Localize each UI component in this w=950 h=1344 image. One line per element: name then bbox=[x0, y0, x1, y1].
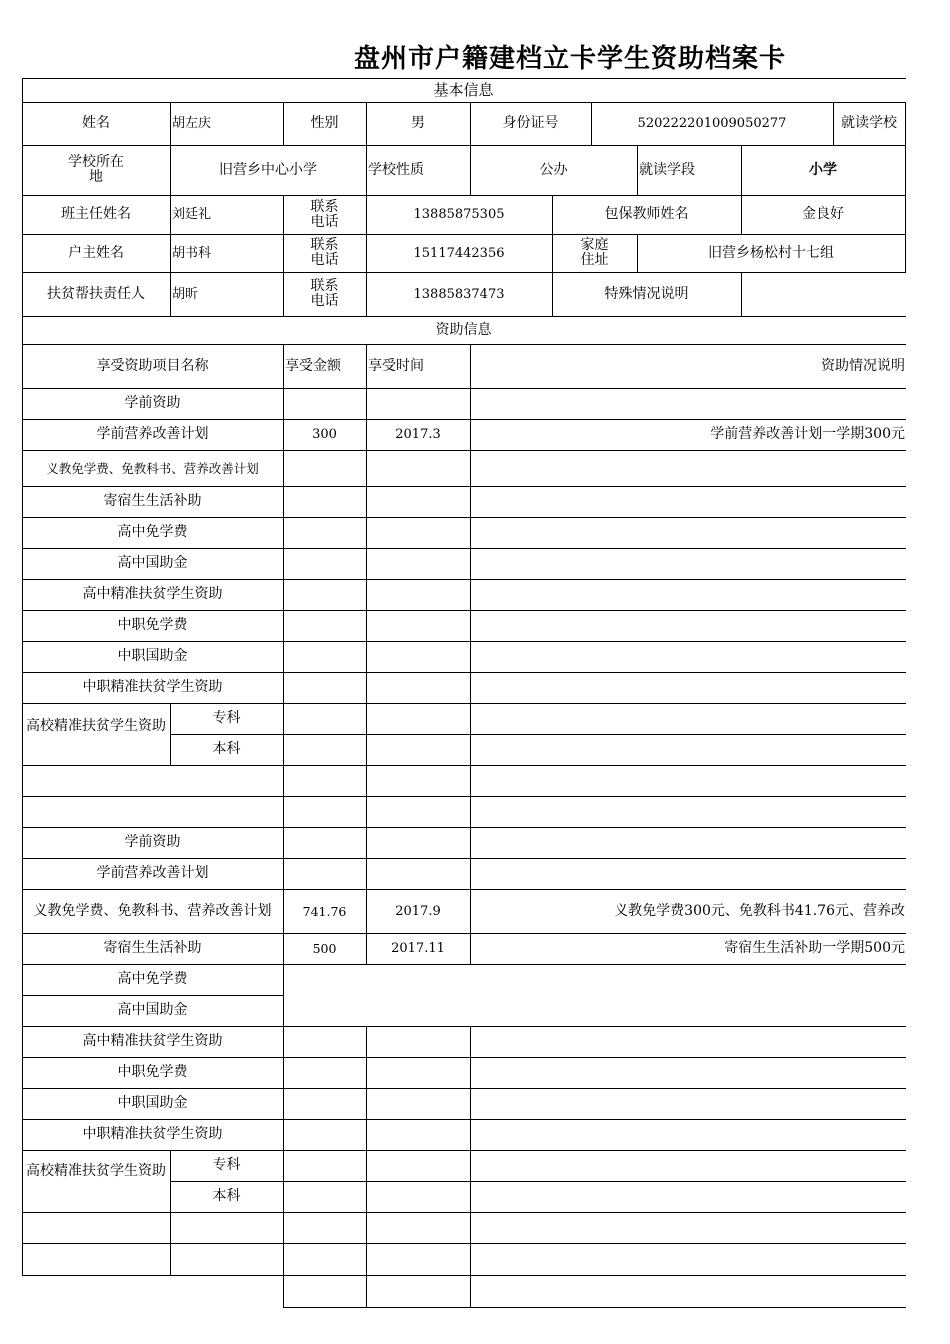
grid-line bbox=[22, 796, 906, 797]
id-label: 身份证号 bbox=[502, 115, 559, 131]
grid-line bbox=[366, 703, 367, 766]
aid-item-time bbox=[366, 672, 470, 703]
grid-line bbox=[366, 1150, 367, 1308]
id-value: 520222201009050277 bbox=[637, 116, 787, 131]
stage-value: 小学 bbox=[809, 161, 837, 178]
aid-item-amount bbox=[283, 995, 366, 1026]
aid-item-amount bbox=[283, 579, 366, 610]
aid-item-name: 义教免学费、免教科书、营养改善计划 bbox=[46, 460, 259, 476]
grid-line bbox=[283, 1150, 284, 1308]
aid-item-time: 2017.3 bbox=[395, 427, 441, 442]
aid-item-name: 中职国助金 bbox=[117, 648, 188, 664]
aid-item-name: 学前营养改善计划 bbox=[96, 426, 209, 442]
aid-item-desc bbox=[470, 486, 909, 517]
helper-value: 胡昕 bbox=[172, 286, 199, 302]
gender-label: 性别 bbox=[310, 115, 339, 131]
aid-item-name: 高中国助金 bbox=[117, 555, 188, 571]
aid-item-amount bbox=[283, 964, 366, 995]
grid-line bbox=[22, 1243, 906, 1244]
aid-item-desc bbox=[470, 964, 909, 995]
aid-item-time bbox=[366, 1119, 470, 1150]
aid-item-amount: 500 bbox=[312, 941, 337, 956]
aid-item-time bbox=[366, 548, 470, 579]
aid-item-amount bbox=[283, 672, 366, 703]
col-time-header: 享受时间 bbox=[368, 357, 424, 374]
aid-item-time bbox=[366, 964, 470, 995]
aid-item-time bbox=[366, 1057, 470, 1088]
higher-ed-label: 高校精准扶贫学生资助 bbox=[26, 718, 166, 734]
guarantor-value: 金良好 bbox=[802, 206, 844, 222]
col-desc-header: 资助情况说明 bbox=[821, 357, 905, 374]
aid-item-desc bbox=[470, 548, 909, 579]
name-value: 胡左庆 bbox=[172, 116, 212, 131]
aid-item-name: 中职精准扶贫学生资助 bbox=[82, 1126, 223, 1142]
aid-item-amount: 300 bbox=[312, 427, 337, 442]
school-type-value: 公办 bbox=[539, 161, 568, 178]
aid-item-amount bbox=[283, 450, 366, 486]
grid-line bbox=[905, 102, 906, 273]
aid-item-name: 中职国助金 bbox=[117, 1095, 188, 1111]
teacher-value: 刘廷礼 bbox=[172, 207, 212, 222]
benke-label: 本科 bbox=[212, 741, 241, 757]
aid-item-time bbox=[366, 995, 470, 1026]
aid-item-amount bbox=[283, 641, 366, 672]
aid-item-amount bbox=[283, 486, 366, 517]
aid-item-name: 中职免学费 bbox=[117, 1064, 188, 1080]
zhuanke-label: 专科 bbox=[212, 1157, 241, 1173]
aid-item-name: 寄宿生生活补助 bbox=[103, 493, 202, 509]
aid-item-amount bbox=[283, 1057, 366, 1088]
grid-line bbox=[22, 1275, 906, 1276]
contact-label: 联系电话 bbox=[310, 237, 339, 268]
address-value: 旧营乡杨松村十七组 bbox=[708, 244, 834, 261]
aid-item-amount bbox=[283, 1088, 366, 1119]
benke-label: 本科 bbox=[212, 1188, 241, 1204]
aid-item-name: 高中精准扶贫学生资助 bbox=[82, 586, 223, 602]
zhuanke-label: 专科 bbox=[212, 710, 241, 726]
grid-line bbox=[22, 1212, 906, 1213]
aid-item-desc bbox=[470, 1119, 909, 1150]
contact-label: 联系电话 bbox=[310, 278, 339, 309]
aid-item-name: 学前营养改善计划 bbox=[96, 865, 209, 881]
aid-item-time bbox=[366, 827, 470, 858]
aid-item-time bbox=[366, 610, 470, 641]
grid-line bbox=[470, 1150, 471, 1308]
stage-label: 就读学段 bbox=[639, 161, 695, 178]
grid-line bbox=[283, 765, 284, 828]
col-name-header: 享受资助项目名称 bbox=[96, 357, 209, 374]
grid-line bbox=[470, 703, 471, 766]
grid-line bbox=[22, 765, 906, 766]
aid-item-name: 中职精准扶贫学生资助 bbox=[82, 679, 223, 695]
aid-item-desc bbox=[470, 1088, 909, 1119]
aid-item-time bbox=[366, 641, 470, 672]
aid-item-amount bbox=[283, 388, 366, 419]
aid-item-amount bbox=[283, 548, 366, 579]
aid-item-time bbox=[366, 388, 470, 419]
col-amount-header: 享受金额 bbox=[285, 357, 341, 374]
aid-item-desc: 义教免学费300元、免教科书41.76元、营养改 bbox=[614, 902, 905, 919]
aid-item-time bbox=[366, 450, 470, 486]
section-basic-info: 基本信息 bbox=[433, 81, 494, 99]
aid-item-time bbox=[366, 517, 470, 548]
gender-value: 男 bbox=[411, 115, 425, 131]
aid-item-time bbox=[366, 1088, 470, 1119]
aid-item-desc bbox=[470, 610, 909, 641]
aid-item-time bbox=[366, 486, 470, 517]
aid-item-amount bbox=[283, 858, 366, 889]
aid-item-desc: 学前营养改善计划一学期300元 bbox=[710, 426, 905, 442]
grid-line bbox=[366, 765, 367, 828]
school-label: 就读学校 bbox=[841, 115, 897, 131]
aid-item-desc bbox=[470, 1057, 909, 1088]
name-label: 姓名 bbox=[82, 115, 110, 131]
grid-line bbox=[470, 765, 471, 828]
aid-item-name: 学前资助 bbox=[124, 834, 181, 850]
aid-item-amount bbox=[283, 1026, 366, 1057]
address-label: 家庭住址 bbox=[580, 237, 609, 268]
aid-item-desc bbox=[470, 388, 909, 419]
aid-item-name: 中职免学费 bbox=[117, 617, 188, 633]
aid-item-desc bbox=[470, 641, 909, 672]
aid-item-desc bbox=[470, 579, 909, 610]
special-label: 特殊情况说明 bbox=[604, 285, 689, 302]
aid-item-name: 高中免学费 bbox=[117, 524, 188, 540]
aid-item-name: 寄宿生生活补助 bbox=[103, 940, 202, 956]
aid-item-desc bbox=[470, 1026, 909, 1057]
special-value bbox=[741, 272, 905, 316]
aid-item-amount bbox=[283, 827, 366, 858]
section-aid-info: 资助信息 bbox=[435, 321, 492, 338]
school-type-label: 学校性质 bbox=[368, 161, 424, 178]
aid-item-time bbox=[366, 858, 470, 889]
aid-item-time: 2017.11 bbox=[391, 941, 445, 956]
aid-item-amount bbox=[283, 517, 366, 548]
school-location-label: 学校所在地 bbox=[68, 154, 124, 185]
householder-label: 户主姓名 bbox=[68, 244, 124, 261]
guarantor-label: 包保教师姓名 bbox=[604, 206, 689, 222]
aid-item-name: 高中国助金 bbox=[117, 1002, 188, 1018]
aid-item-desc bbox=[470, 672, 909, 703]
grid-line bbox=[283, 703, 284, 766]
aid-item-amount: 741.76 bbox=[302, 903, 347, 919]
householder-value: 胡书科 bbox=[172, 245, 212, 261]
contact-label: 联系电话 bbox=[310, 198, 339, 230]
higher-ed-label: 高校精准扶贫学生资助 bbox=[26, 1163, 166, 1179]
teacher-phone: 13885875305 bbox=[413, 207, 505, 222]
aid-item-amount bbox=[283, 610, 366, 641]
aid-item-time: 2017.9 bbox=[395, 903, 441, 919]
aid-item-amount bbox=[283, 1119, 366, 1150]
helper-phone: 13885837473 bbox=[413, 286, 505, 302]
aid-item-desc bbox=[470, 858, 909, 889]
aid-item-time bbox=[366, 1026, 470, 1057]
school-location-value: 旧营乡中心小学 bbox=[219, 161, 317, 178]
aid-item-desc: 寄宿生生活补助一学期500元 bbox=[724, 940, 905, 956]
aid-item-desc bbox=[470, 827, 909, 858]
aid-item-desc bbox=[470, 517, 909, 548]
aid-item-name: 义教免学费、免教科书、营养改善计划 bbox=[33, 903, 272, 919]
aid-item-desc bbox=[470, 995, 909, 1026]
aid-item-name: 高中精准扶贫学生资助 bbox=[82, 1033, 223, 1049]
page-title: 盘州市户籍建档立卡学生资助档案卡 bbox=[353, 44, 786, 74]
grid-line bbox=[283, 1307, 906, 1308]
aid-item-name: 学前资助 bbox=[124, 395, 181, 411]
aid-item-name: 高中免学费 bbox=[117, 971, 188, 987]
teacher-label: 班主任姓名 bbox=[61, 206, 131, 222]
aid-item-desc bbox=[470, 450, 909, 486]
helper-label: 扶贫帮扶责任人 bbox=[47, 285, 145, 302]
householder-phone: 15117442356 bbox=[413, 245, 505, 261]
aid-item-time bbox=[366, 579, 470, 610]
